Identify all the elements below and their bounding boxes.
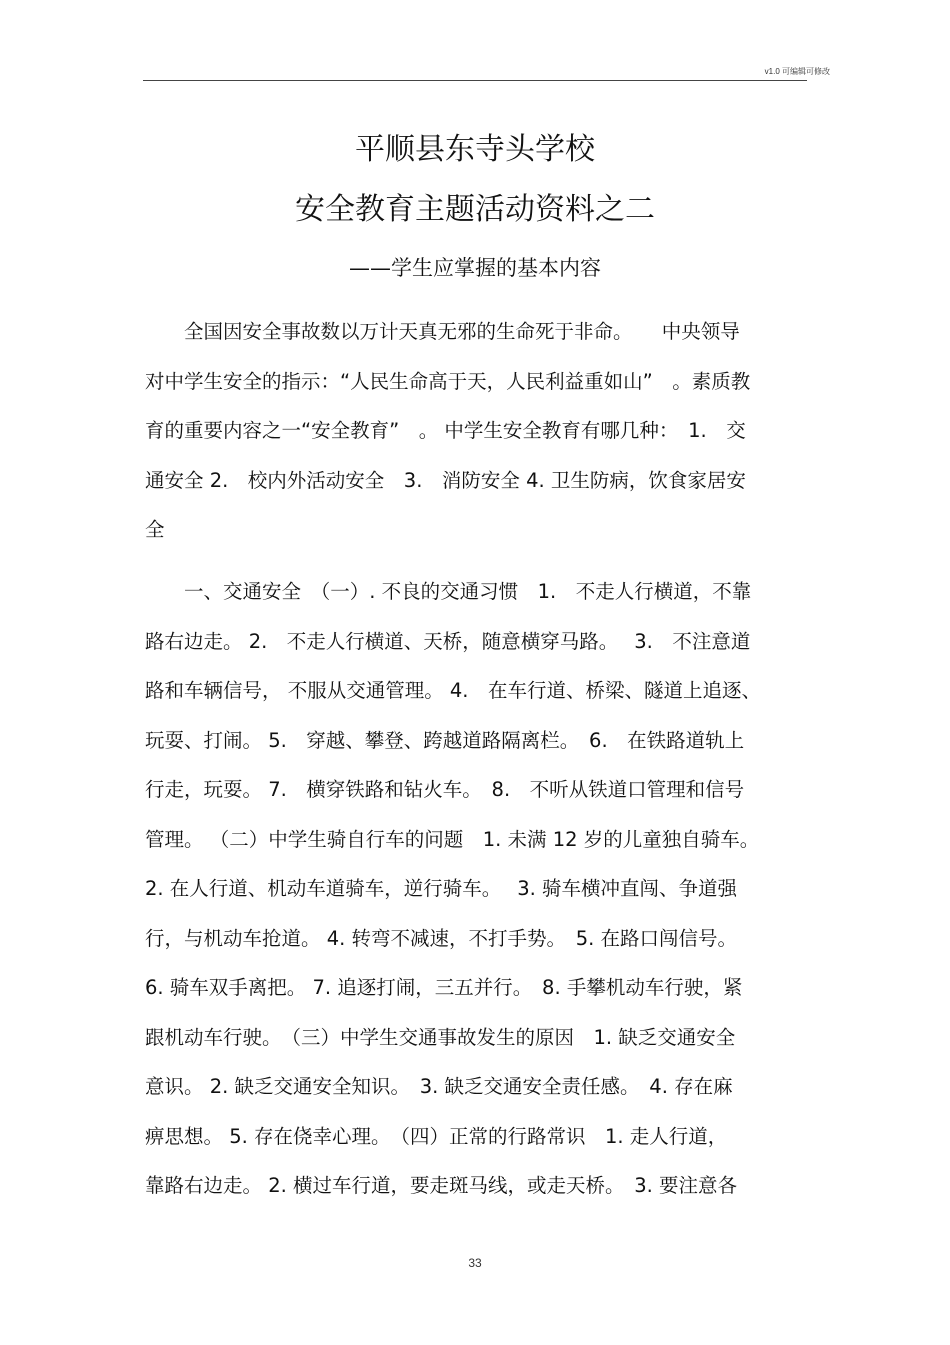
text-line: 意识。 2. 缺乏交通安全知识。 3. 缺乏交通安全责任感。 4. 存在麻 (145, 1075, 733, 1098)
text-line: 痹思想。 5. 存在侥幸心理。 （四）正常的行路常识 1. 走人行道， (145, 1124, 728, 1148)
header-rule (143, 80, 807, 81)
document-title: 安全教育主题活动资料之二 (295, 192, 655, 227)
text-line: 靠路右边走。 2. 横过车行道，要走斑马线，或走天桥。 3. 要注意各 (145, 1174, 738, 1197)
text-line: 2. 在人行道、机动车道骑车，逆行骑车。 3. 骑车横冲直闯、争道强 (145, 877, 738, 900)
text-line: 通安全 2. 校内外活动安全 3. 消防安全 4. 卫生防病，饮食家居安 (145, 468, 746, 492)
text-line: 路右边走。 2. 不走人行横道、天桥，随意横穿马路。 3. 不注意道 (145, 629, 751, 653)
text-line: 玩耍、打闹。 5. 穿越、攀登、跨越道路隔离栏。 6. 在铁路道轨上 (145, 728, 745, 752)
page-number: 33 (468, 1256, 482, 1270)
text-line: 路和车辆信号， 不服从交通管理。 4. 在车行道、桥梁、隧道上追逐、 (145, 679, 762, 702)
text-line: 跟机动车行驶。 （三）中学生交通事故发生的原因 1. 缺乏交通安全 (145, 1025, 736, 1049)
text-line: 行，与机动车抢道。 4. 转弯不减速，不打手势。 5. 在路口闯信号。 (145, 926, 738, 950)
text-line: 对中学生安全的指示：“人民生命高于天，人民利益重如山” 。素质教 (145, 369, 751, 393)
document-subtitle: ——学生应掌握的基本内容 (349, 256, 601, 280)
text-line: 6. 骑车双手离把。 7. 追逐打闹，三五并行。 8. 手攀机动车行驶，紧 (145, 976, 743, 999)
paragraph-traffic-safety (145, 567, 807, 1211)
text-line: 管理。 （二）中学生骑自行车的问题 1. 未满 12 岁的儿童独自骑车。 (145, 827, 760, 851)
text-line: 育的重要内容之一“安全教育” 。 中学生安全教育有哪几种： 1. 交 (145, 419, 746, 442)
text-line: 全国因安全事故数以万计天真无邪的生命死于非命。 中央领导 (145, 320, 740, 343)
text-line: 全 (145, 518, 165, 541)
paragraph-intro (145, 307, 807, 555)
text-line: 行走，玩耍。 7. 横穿铁路和钻火车。 8. 不听从铁道口管理和信号 (145, 778, 745, 801)
version-header: v1.0 可编辑可修改 (764, 67, 830, 76)
text-line: 一、交通安全 （一）. 不良的交通习惯 1. 不走人行横道，不靠 (145, 580, 752, 603)
school-title: 平顺县东寺头学校 (355, 132, 595, 167)
